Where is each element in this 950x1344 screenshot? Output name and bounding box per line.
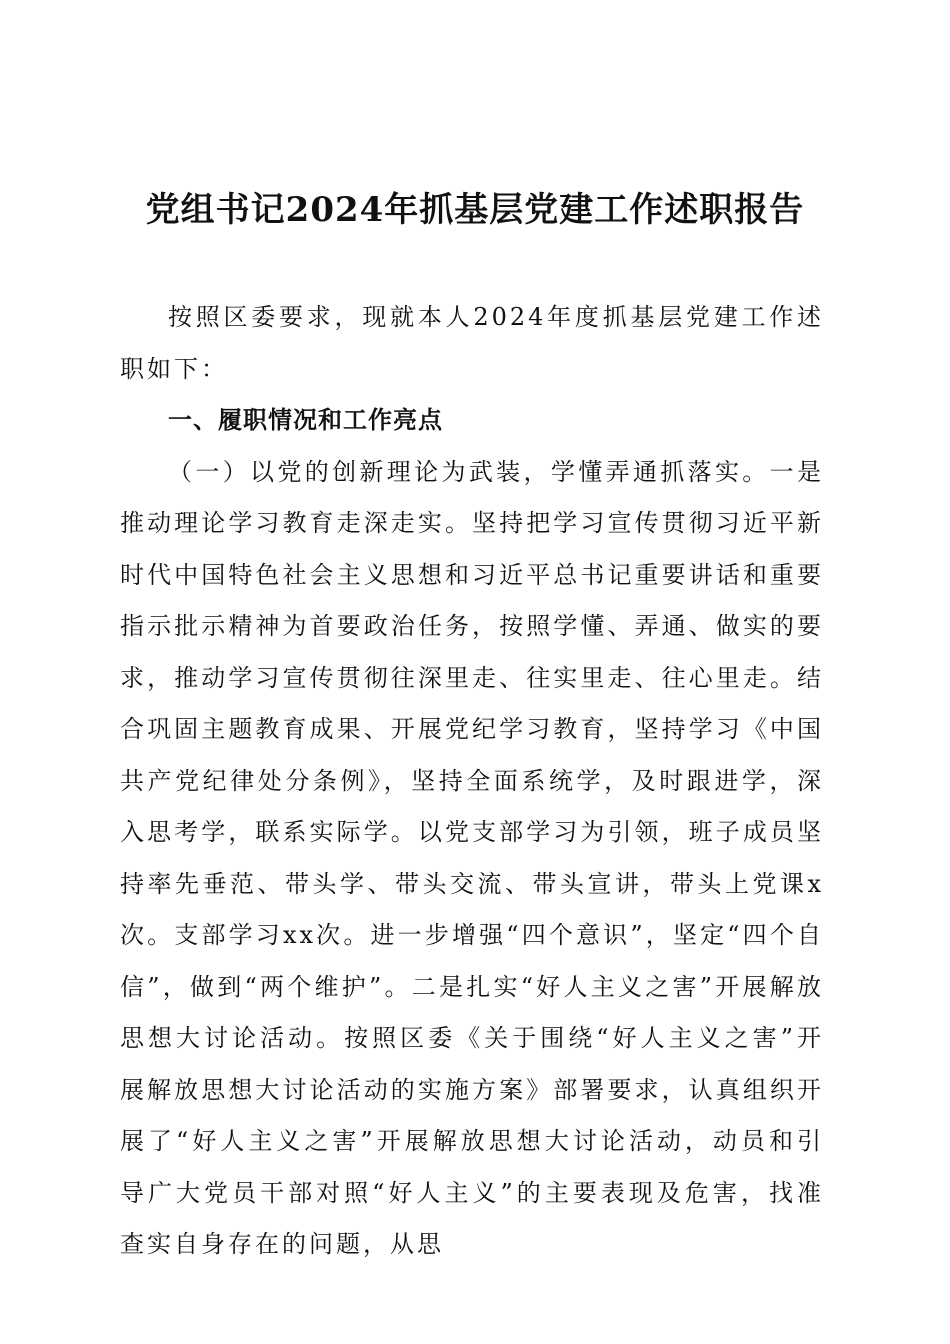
document-title: 党组书记2024年抓基层党建工作述职报告	[145, 190, 805, 230]
document-body	[120, 292, 824, 1271]
body-paragraph: （一）以党的创新理论为武装，学懂弄通抓落实。一是推动理论学习教育走深走实。坚持把学习宣传贯彻习近平新时代中国特色社会主义思想和习近平总书记重要讲话和重要指示批示精神为首要政治任务，按照学懂、弄通、做实的要求，推动学习宣传贯彻往深里走、往实里走、往心里走。结合巩固主题教育成果、开展党纪学习教育，坚持学习《中国共产党纪律处分条例》，坚持全面系统学，及时跟进学，深入思考学，联系实际学。以党支部学习为引领，班子成员坚持率先垂范、带头学、带头交流、带头宣讲，带头上党课x次。支部学习xx次。进一步增强“四个意识”，坚定“四个自信”，做到“两个维护”。二是扎实“好人主义之害”开展解放思想大讨论活动。按照区委《关于围绕“好人主义之害”开展解放思想大讨论活动的实施方案》部署要求，认真组织开展了“好人主义之害”开展解放思想大讨论活动，动员和引导广大党员干部对照“好人主义”的主要表现及危害，找准查实自身存在的问题，从思	[120, 457, 824, 1258]
intro-paragraph: 按照区委要求，现就本人2024年度抓基层党建工作述职如下：	[120, 303, 824, 383]
section-heading: 一、履职情况和工作亮点	[168, 406, 443, 434]
